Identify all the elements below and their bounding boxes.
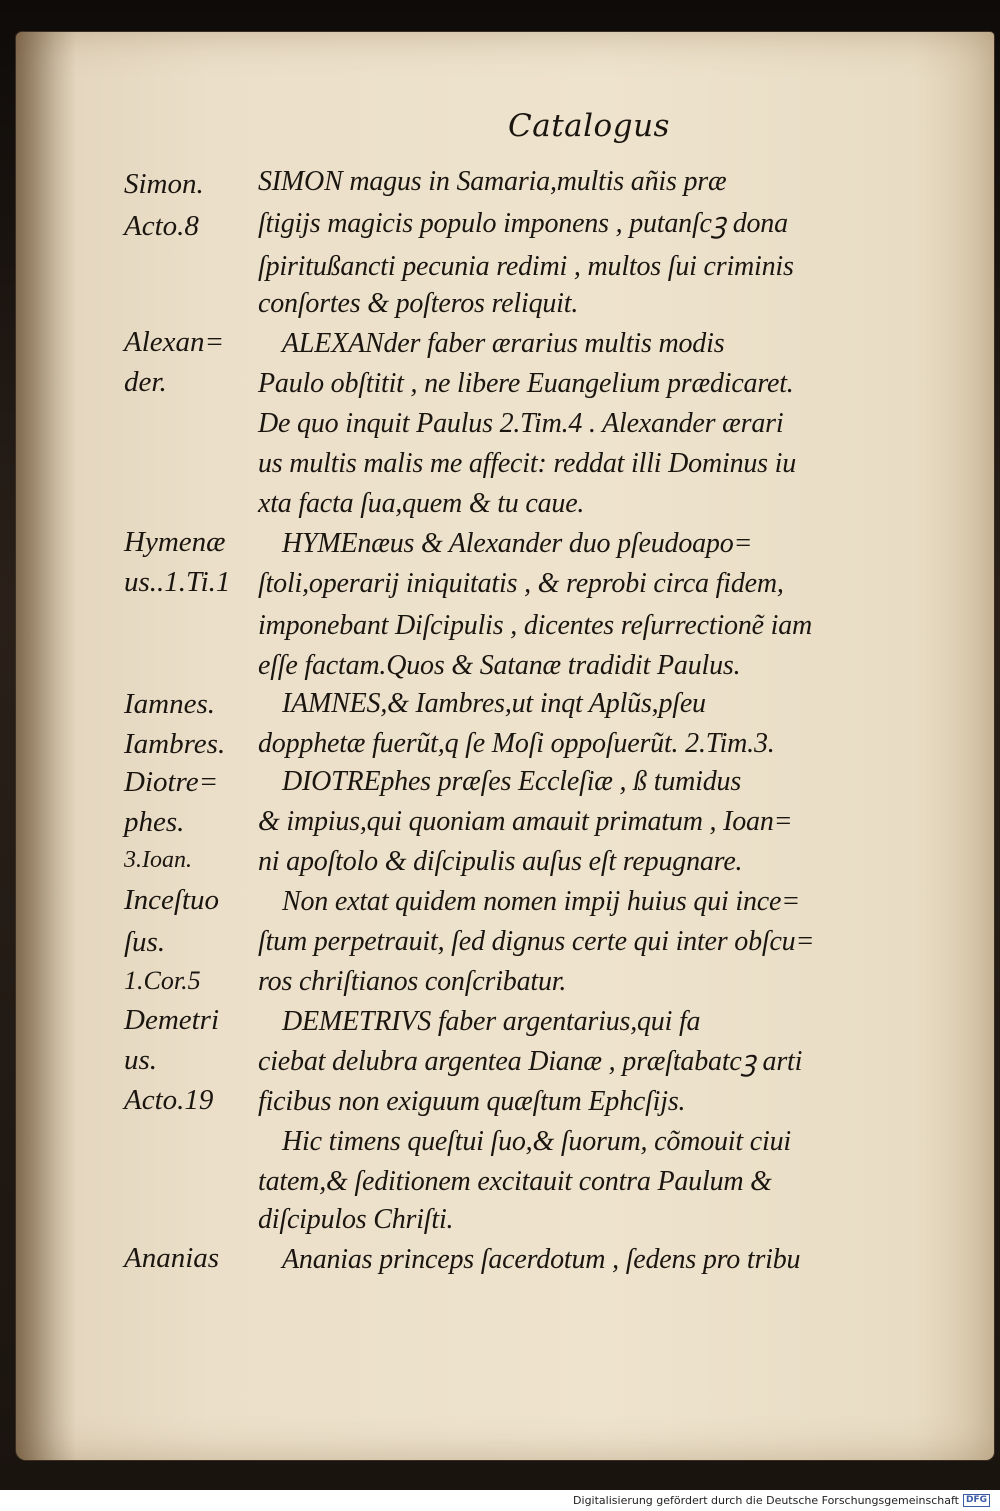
margin-note: Diotre= — [124, 766, 219, 798]
text-line: ficibus non exiguum quæſtum Ephcſijs. — [258, 1086, 686, 1117]
margin-note: us. — [124, 1044, 158, 1076]
margin-note: Iambres. — [124, 728, 226, 760]
dfg-logo: DFG — [963, 1494, 990, 1507]
text-line: Ananias princeps ſacerdotum , ſedens pro tribu — [282, 1244, 801, 1275]
margin-note: Acto.8 — [124, 210, 199, 242]
text-line: Non extat quidem nomen impij huius qui ince= — [282, 886, 800, 917]
text-line: De quo inquit Paulus 2.Tim.4 . Alexander ærari — [258, 408, 784, 439]
text-line: imponebant Diſcipulis , dicentes reſurrectionẽ iam — [258, 610, 813, 641]
text-line: ros chriſtianos conſcribatur. — [258, 966, 567, 997]
margin-note: Alexan= — [124, 326, 225, 358]
text-line: IAMNES,& Iambres,ut inqt Aplũs,pſeu — [282, 688, 706, 719]
gutter-shadow — [16, 32, 76, 1460]
text-line: xta facta ſua,quem & tu caue. — [258, 488, 585, 519]
margin-note: 3.Ioan. — [124, 847, 192, 873]
margin-note: Demetri — [124, 1004, 220, 1036]
margin-note: Acto.19 — [124, 1084, 214, 1116]
text-line: DEMETRIVS faber argentarius,qui fa — [282, 1006, 701, 1037]
text-line: ALEXANder faber ærarius multis modis — [282, 328, 725, 359]
text-line: ni apoſtolo & diſcipulis auſus eſt repugnare. — [258, 846, 743, 877]
text-line: Hic timens queſtui ſuo,& ſuorum, cõmouit ciui — [282, 1126, 791, 1157]
text-line: diſcipulos Chriſti. — [258, 1204, 454, 1235]
margin-note: Hymenæ — [124, 526, 226, 558]
margin-note: us..1.Ti.1 — [124, 566, 231, 598]
funding-credit-text: Digitalisierung gefördert durch die Deutsche Forschungsgemeinschaft — [573, 1494, 959, 1507]
margin-note: Ananias — [124, 1242, 220, 1274]
margin-note: der. — [124, 366, 167, 398]
margin-note: ſus. — [124, 926, 166, 958]
text-line: HYMEnæus & Alexander duo pſeudoapo= — [282, 528, 753, 559]
margin-note: phes. — [124, 806, 185, 838]
funding-credit — [567, 1492, 994, 1509]
margin-note: Simon. — [124, 168, 204, 200]
text-line: dopphetæ fuerũt,q ſe Moſi oppoſuerũt. 2.Tim.3. — [258, 728, 775, 759]
text-line: ſtoli,operarij iniquitatis , & reprobi circa fidem, — [258, 568, 784, 599]
running-header: Catalogus — [508, 108, 670, 144]
text-line: DIOTREphes præſes Eccleſiæ , ß tumidus — [282, 766, 742, 797]
text-line: ſpiritußancti pecunia redimi , multos ſui criminis — [258, 251, 794, 282]
text-line: ciebat delubra argentea Dianæ , præſtabatcꝫ arti — [258, 1046, 803, 1077]
margin-note: 1.Cor.5 — [124, 966, 201, 995]
text-line: SIMON magus in Samaria,multis añis præ — [258, 166, 727, 197]
text-line: eſſe factam.Quos & Satanæ tradidit Paulus. — [258, 650, 741, 681]
text-line: Paulo obſtitit , ne libere Euangelium prædicaret. — [258, 368, 794, 399]
text-line: us multis malis me affecit: reddat illi Dominus iu — [258, 448, 797, 479]
text-line: ſtum perpetrauit, ſed dignus certe qui inter obſcu= — [258, 926, 815, 957]
margin-note: Inceſtuo — [124, 884, 220, 916]
text-line: tatem,& ſeditionem excitauit contra Paulum & — [258, 1166, 772, 1197]
margin-note: Iamnes. — [124, 688, 216, 720]
text-line: conſortes & poſteros reliquit. — [258, 288, 579, 319]
text-line: ſtigijs magicis populo imponens , putanſcꝫ dona — [258, 208, 788, 239]
text-line: & impius,qui quoniam amauit primatum , Ioan= — [258, 806, 793, 837]
